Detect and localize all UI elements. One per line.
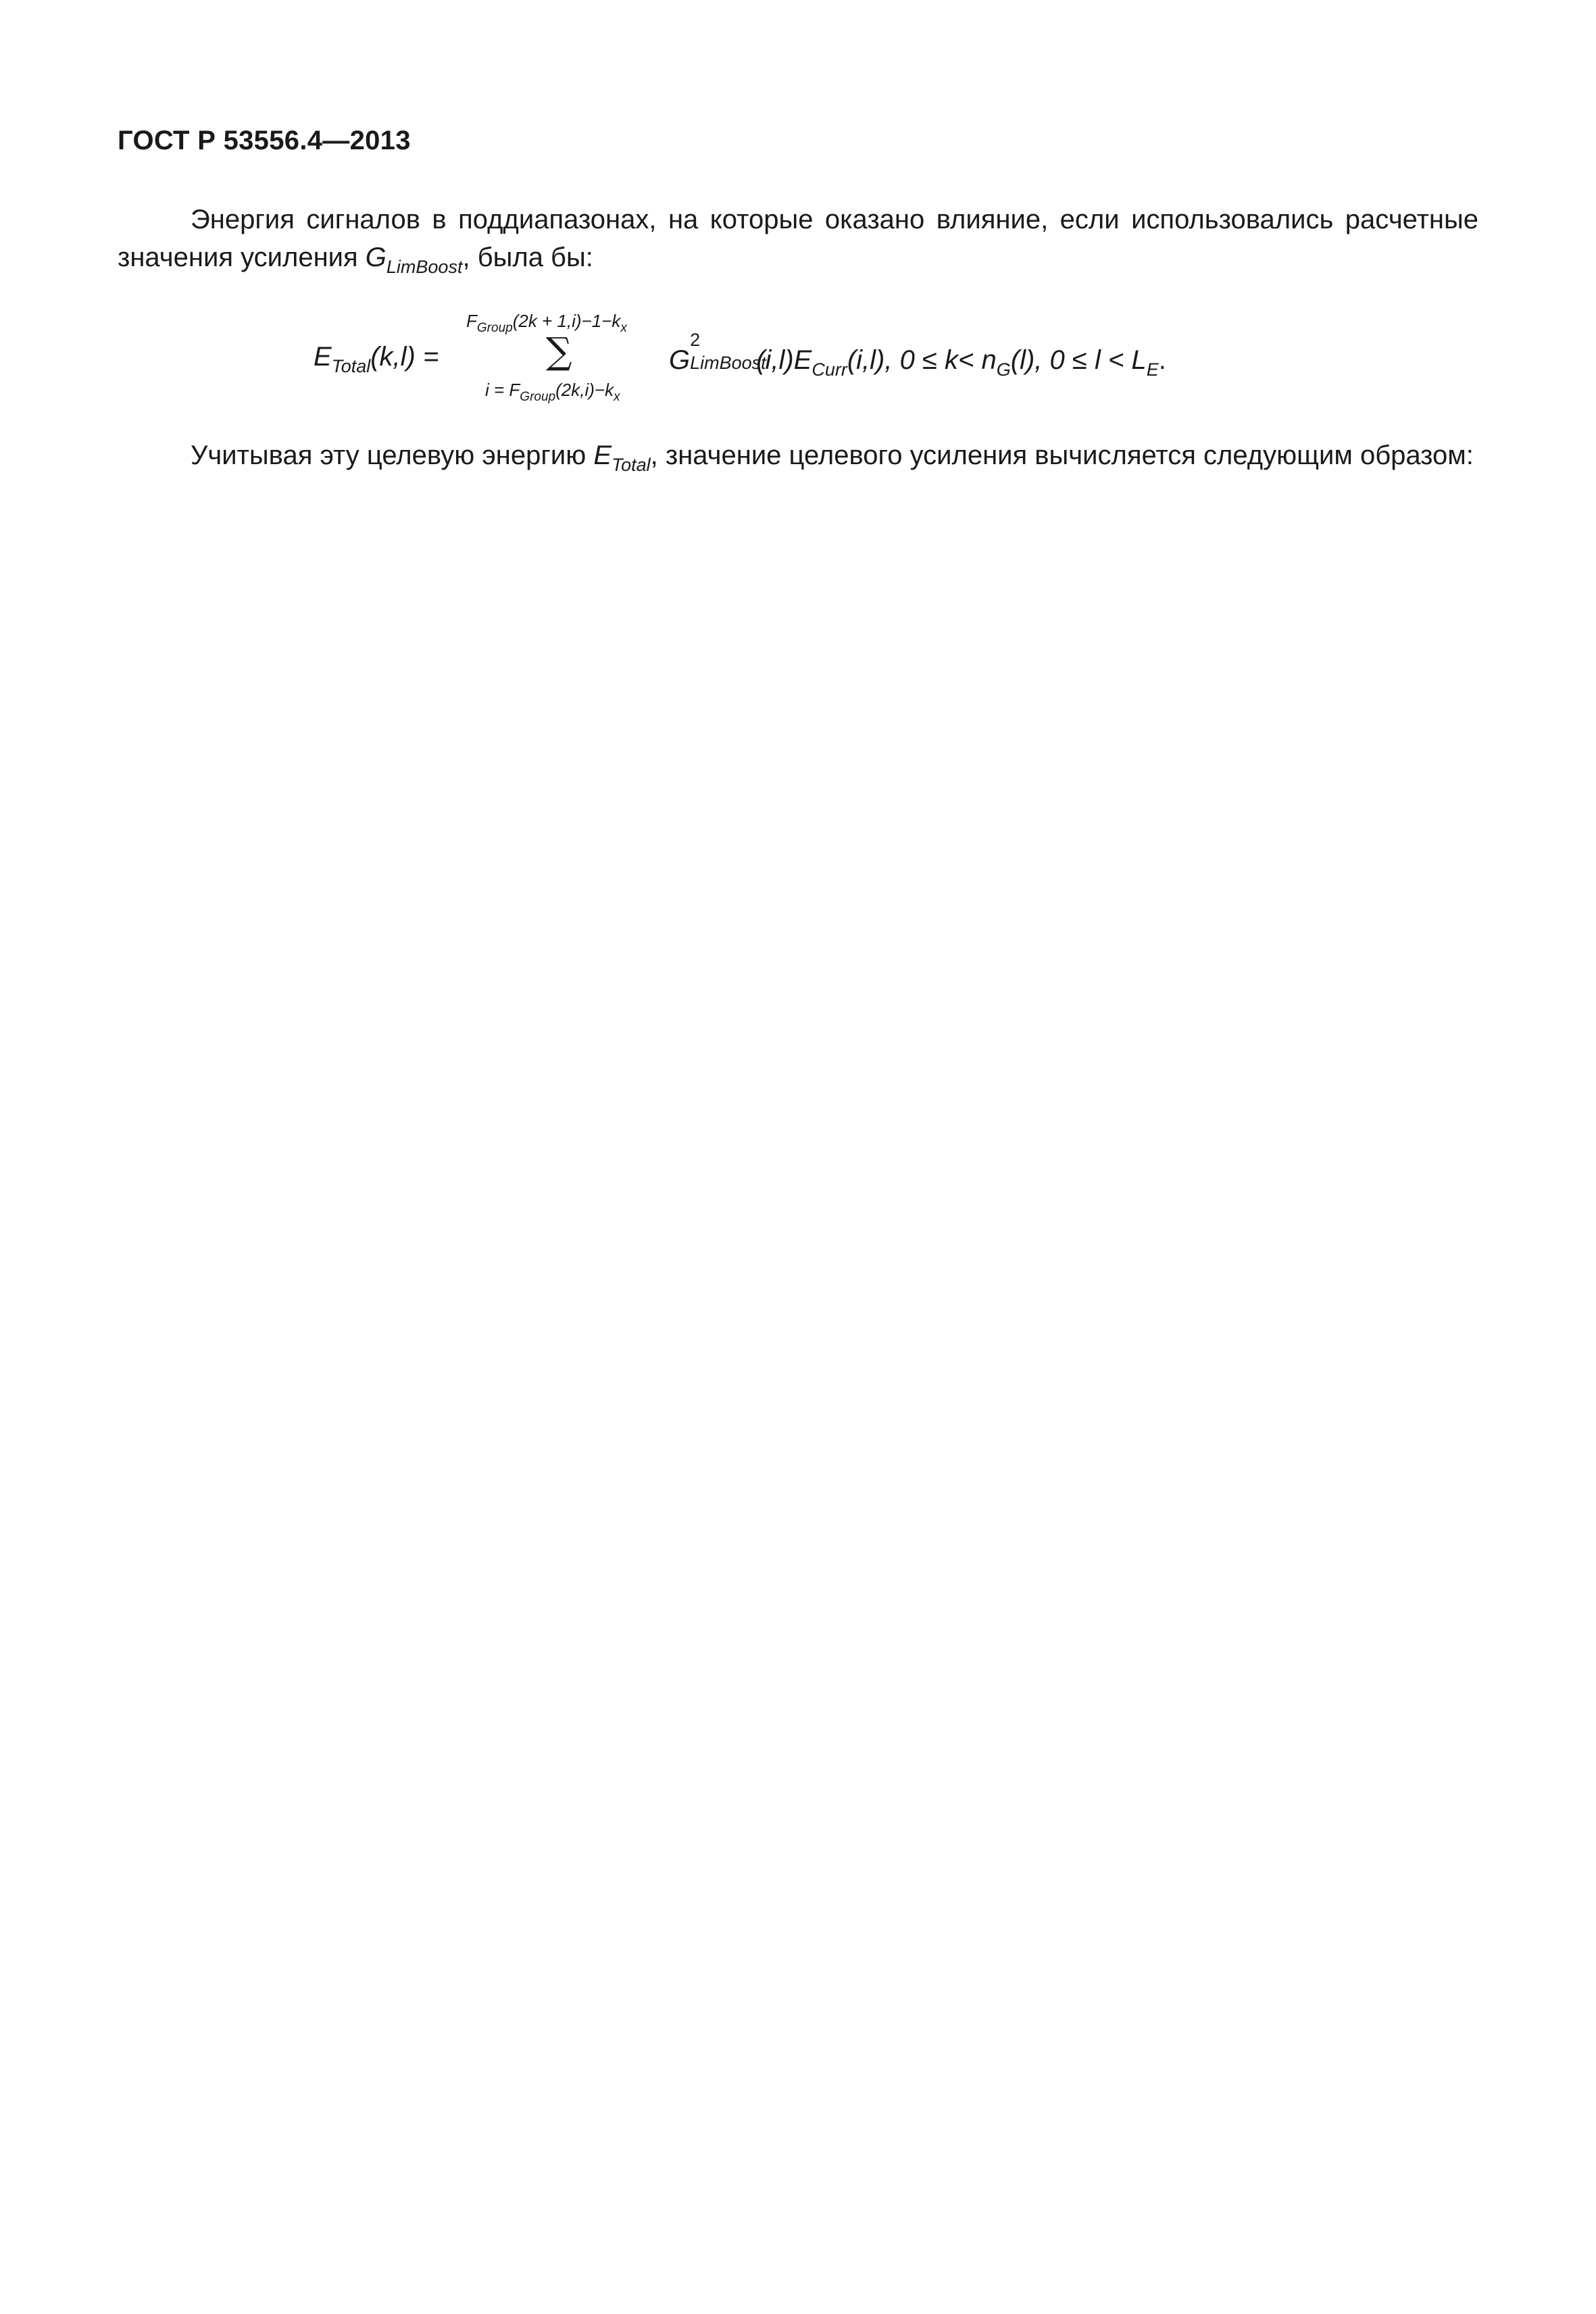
paragraph-energy-intro: Энергия сигналов в поддиапазонах, на которые оказано влияние, если использовались расчетные значения усиления $G_{LimBoost}$, была бы: xyxy=(118,205,1478,277)
document-page: ГОСТ Р 53556.4—2013 Энергия сигналов в поддиапазонах, на которые оказано влияние, если использовались расчетные значения усиления $G_{LimBoost}$, была бы: $E_{Total}(k,l)$ = $F_{Group}(2k + 1,i)-1-k_x$ ∑ $i = F_{Group}(2k,i)-k_x$ G 2 LimBoost $(i,l)E_{Curr}(i,l)$, $0 \le k< n_G(l)$, $0 \le l < L_E$. Учитывая эту целевую энергию $E_{Total}$, значение целевого усиления вычисляется следующим образом: xyxy=(0,0,1596,2314)
paragraph-target-gain: Учитывая эту целевую энергию $E_{Total}$, значение целевого усиления вычисляется следующим образом: xyxy=(191,441,1474,475)
document-header: ГОСТ Р 53556.4—2013 xyxy=(118,126,411,155)
